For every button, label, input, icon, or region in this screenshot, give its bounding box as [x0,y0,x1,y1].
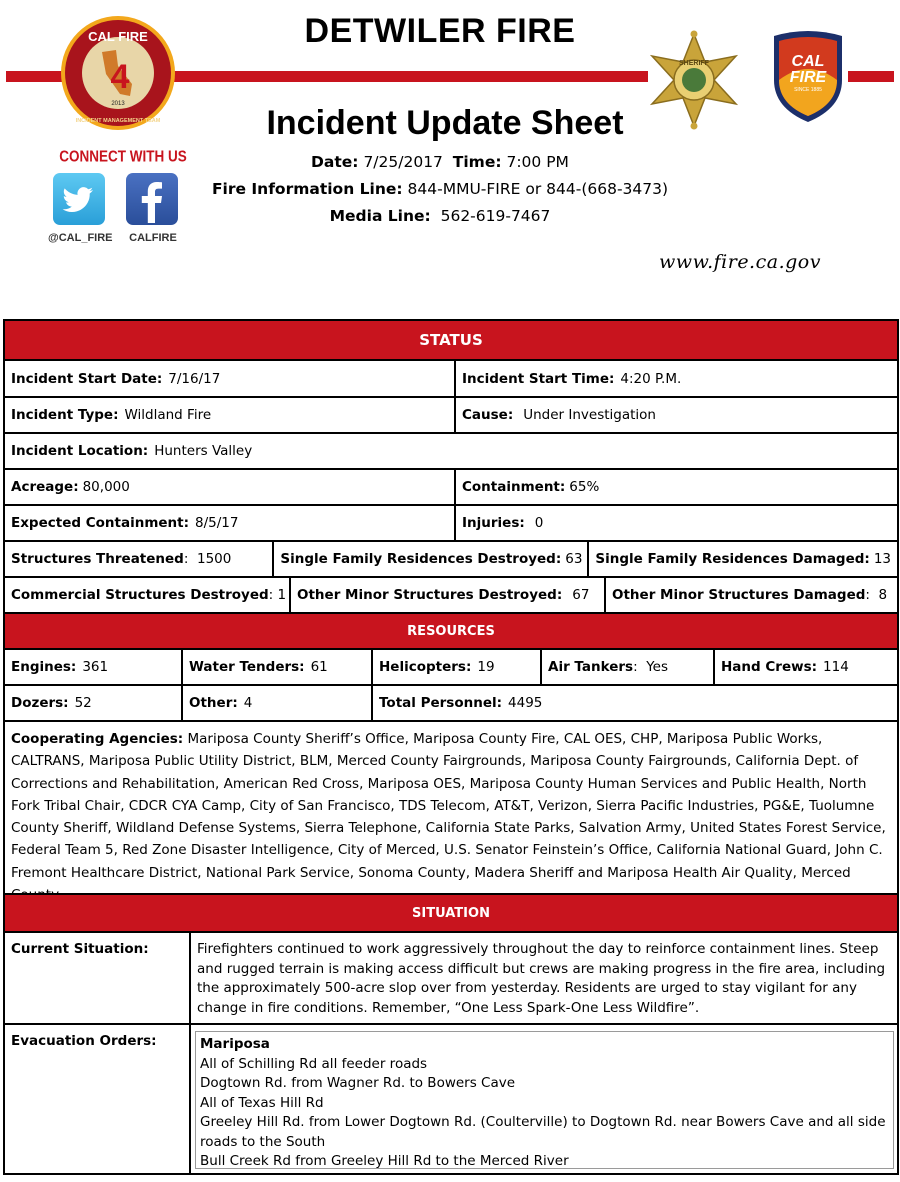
svg-text:FIRE: FIRE [789,69,827,86]
sfr-destroyed-cell [274,542,589,576]
air-tankers-value: : Yes [633,659,669,675]
current-situation-label: Current Situation: [5,933,191,1023]
evacuation-row [5,1025,897,1173]
agencies-row [5,722,897,895]
air-tankers-cell [542,650,715,684]
svg-text:CAL: CAL [791,53,825,70]
commercial-value: : 1 [268,587,287,603]
minor-damaged-value: : 8 [865,587,888,603]
info-line-value: 844-MMU-FIRE or 844-(668-3473) [407,180,669,198]
evacuation-item: Dogtown Rd. from Wagner Rd. to Bowers Cave [200,1075,516,1091]
twitter-handle[interactable]: @CAL_FIRE [48,232,113,244]
resources-heading: RESOURCES [5,614,897,648]
location-label: Incident Location: [11,443,149,459]
evacuation-area-heading: Mariposa [200,1036,270,1052]
current-situation-row [5,933,897,1025]
other-label: Other: [189,695,238,711]
minor-destroyed-label: Other Minor Structures Destroyed: [297,587,563,603]
info-line-label: Fire Information Line: [211,180,403,198]
sfr-destroyed-label: Single Family Residences Destroyed: [280,551,562,567]
situation-heading: SITUATION [5,895,897,931]
water-tenders-cell [183,650,373,684]
expected-containment-label: Expected Containment: [11,515,190,531]
status-heading: STATUS [5,321,897,359]
header-divider-right [848,71,894,82]
hand-crews-value: 114 [823,659,849,675]
engines-cell [5,650,183,684]
fire-title: DETWILER FIRE [304,12,576,50]
acreage-cell [5,470,456,504]
helicopters-value: 19 [477,659,495,675]
dozers-label: Dozers: [11,695,69,711]
total-personnel-value: 4495 [508,695,543,711]
helicopters-cell [373,650,542,684]
evacuation-item: All of Texas Hill Rd [200,1094,324,1111]
minor-damaged-cell [606,578,897,612]
evacuation-orders-label: Evacuation Orders: [5,1025,191,1173]
minor-damaged-label: Other Minor Structures Damaged [612,587,866,603]
total-personnel-cell [373,686,897,720]
sfr-damaged-value: 13 [873,551,891,567]
location-cell [5,434,897,468]
date-time-line [180,153,700,171]
cause-value: Under Investigation [523,407,656,423]
dozers-cell [5,686,183,720]
svg-text:2013: 2013 [111,101,125,107]
situation-heading-row [5,895,897,933]
svg-text:4: 4 [110,58,130,96]
incident-management-team-logo [58,14,178,132]
svg-text:CAL FIRE: CAL FIRE [88,29,148,44]
resources-row-2 [5,686,897,722]
structures-row [5,542,897,578]
time-value: 7:00 PM [506,153,569,171]
sfr-damaged-cell [589,542,897,576]
website-link[interactable]: www.fire.ca.gov [659,251,821,273]
start-date-label: Incident Start Date: [11,370,163,387]
threatened-value: : 1500 [183,551,232,567]
containment-value: 65% [569,479,600,495]
start-date-value: 7/16/17 [168,370,221,387]
twitter-icon[interactable] [53,173,105,225]
connect-with-us-label: CONNECT WITH US [59,147,187,166]
svg-text:SHERIFF: SHERIFF [679,60,709,67]
agencies-value: Mariposa County Sheriff’s Office, Mariposa County Fire, CAL OES, CHP, Mariposa Public Works, CALTRANS, Mariposa Public Utility District, BLM, Merced County Fairgrounds, Mariposa County Fairgrounds, California Dept. of Corrections and Rehabilitation, American Red Cross, Mariposa OES, Mariposa County Human Services and Public Health, North Fork Tribal Chair, CDCR CYA Camp, City of San Francisco, TDS Telecom, AT&T, Verizon, Sierra Pacific Industries, PG&E, Tuolumne County Sheriff, Wildland Defense Systems, Sierra Telephone, California State Parks, Salvation Army, United States Forest Service, Federal Team 5, Red Zone Disaster Intelligence, City of Merced, U.S. Senator Feinstein’s Office, California National Guard, John C. Fremont Healthcare District, National Park Service, Sonoma County, Madera Sheriff and Mariposa Health Air Quality, Merced [11,731,886,881]
dozers-value: 52 [74,695,92,711]
svg-text:SINCE 1885: SINCE 1885 [794,87,822,93]
evacuation-item: Greeley Hill Rd. from Lower Dogtown Rd. (Coulterville) to Dogtown Rd. near Bowers Cave and all side roads to the South [200,1114,886,1150]
hand-crews-label: Hand Crews: [721,659,818,675]
helicopters-label: Helicopters: [379,659,472,675]
injuries-label: Injuries: [462,515,525,531]
minor-destroyed-value: 67 [572,587,590,603]
facebook-handle[interactable]: CALFIRE [129,232,177,244]
media-label: Media Line: [329,207,431,225]
resources-row-1 [5,650,897,686]
minor-destroyed-cell [291,578,606,612]
incident-table [3,319,899,1175]
cooperating-agencies [5,722,897,893]
agencies-label: Cooperating Agencies: [11,731,184,747]
acreage-value: 80,000 [82,479,130,495]
location-value: Hunters Valley [154,443,253,459]
evacuation-orders-container [191,1025,897,1173]
start-row [5,361,897,398]
type-cell [5,398,456,432]
cal-fire-shield-logo [768,28,848,124]
start-time-label: Incident Start Time: [462,370,615,387]
sheet-title: Incident Update Sheet [266,104,624,142]
threatened-cell [5,542,274,576]
other-cell [183,686,373,720]
commercial-cell [5,578,291,612]
evacuation-item: All of Schilling Rd all feeder roads [200,1055,428,1072]
injuries-value: 0 [534,515,544,531]
cause-cell [456,398,897,432]
date-value: 7/25/2017 [363,153,443,171]
type-label: Incident Type: [11,407,119,423]
sfr-destroyed-value: 63 [565,551,583,567]
start-time-cell [456,361,897,396]
hand-crews-cell [715,650,897,684]
facebook-icon[interactable] [126,173,178,225]
status-heading-row [5,321,897,361]
expected-row [5,506,897,542]
acreage-row [5,470,897,506]
date-label: Date: [311,153,359,171]
threatened-label: Structures Threatened [11,551,184,567]
sfr-damaged-label: Single Family Residences Damaged: [595,551,870,567]
evacuation-orders-list[interactable] [195,1031,894,1169]
start-time-value: 4:20 P.M. [620,370,682,387]
media-line [180,207,700,225]
start-date-cell [5,361,456,396]
type-value: Wildland Fire [124,407,212,423]
engines-value: 361 [82,659,109,675]
cause-label: Cause: [462,407,514,423]
commercial-label: Commercial Structures Destroyed [11,587,269,603]
expected-containment-value: 8/5/17 [195,515,239,531]
time-label: Time: [452,153,502,171]
total-personnel-label: Total Personnel: [379,695,503,711]
media-value: 562-619-7467 [440,207,551,225]
minor-structures-row [5,578,897,614]
containment-label: Containment: [462,479,566,495]
type-row [5,398,897,434]
sheriff-badge-logo [644,32,744,128]
acreage-label: Acreage: [11,479,79,495]
page-header [0,0,900,318]
containment-cell [456,470,897,504]
location-row [5,434,897,470]
engines-label: Engines: [11,659,77,675]
water-tenders-label: Water Tenders: [189,659,305,675]
evacuation-item: Bull Creek Rd from Greeley Hill Rd to the Merced River [200,1153,569,1169]
resources-heading-row [5,614,897,650]
info-line [180,180,700,198]
air-tankers-label: Air Tankers [548,659,634,675]
water-tenders-value: 61 [310,659,328,675]
svg-text:INCIDENT MANAGEMENT TEAM: INCIDENT MANAGEMENT TEAM [75,118,161,124]
injuries-cell [456,506,897,540]
expected-containment-cell [5,506,456,540]
other-value: 4 [243,695,253,711]
current-situation-text: Firefighters continued to work aggressively throughout the day to reinforce containment lines. Steep and rugged terrain is making access difficult but crews are making progress in the fire area, including the approximately 500-acre slop over from yesterday. Residents are urged to stay vigilant for any change in fire conditions. Remember, “One Less Spark-One Less Wildfire”. [197,941,886,1016]
